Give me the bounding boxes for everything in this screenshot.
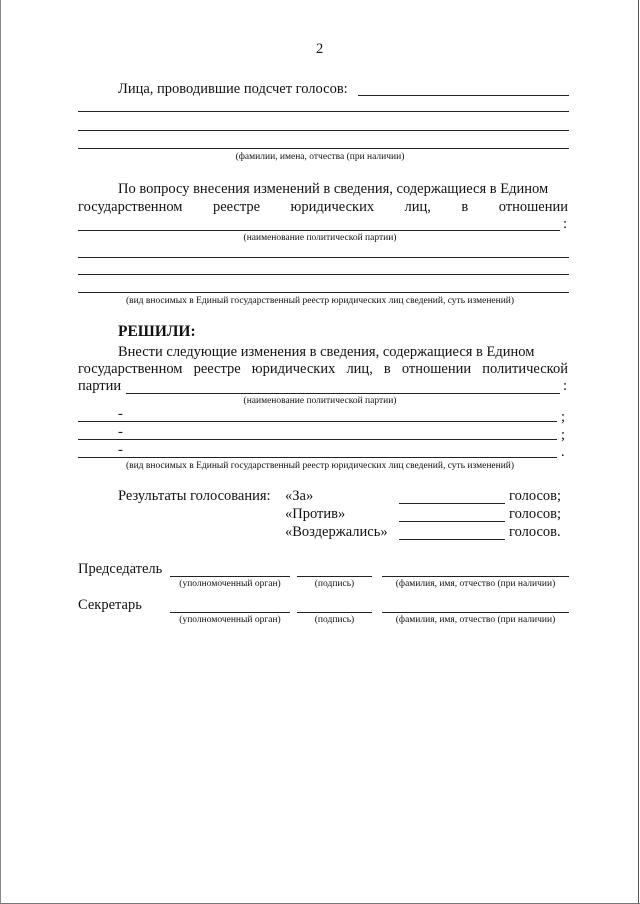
decision-line-3: партии (78, 378, 122, 394)
voting-count-line (399, 503, 505, 504)
decision-line-2: государственном реестре юридических лиц, в отношении политической (78, 361, 568, 377)
signature-sign-line (297, 612, 372, 613)
signature-name-caption: (фамилия, имя, отчество (при наличии) (395, 579, 556, 589)
signature-org-caption: (уполномоченный орган) (179, 615, 281, 625)
question-line-1: По вопросу внесения изменений в сведения, содержащиеся в Едином (118, 181, 549, 197)
signature-sign-line (297, 576, 372, 577)
counters-label: Лица, проводившие подсчет голосов: (118, 81, 348, 97)
decision-party-caption: (наименование политической партии) (243, 396, 397, 406)
decision-item-line (78, 439, 557, 440)
question-info-caption: (вид вносимых в Единый государственный реестр юридических лиц сведений, суть изменений) (125, 296, 515, 306)
signature-org-line (170, 576, 290, 577)
voting-label: Результаты голосования: (118, 488, 271, 504)
scan-edge-right (638, 0, 639, 904)
decision-item-line (78, 421, 557, 422)
voting-unit: голосов. (509, 524, 561, 540)
counters-line-3 (78, 130, 569, 131)
voting-unit: голосов; (509, 488, 562, 504)
decision-item-end: . (561, 444, 565, 460)
question-word: реестре (212, 199, 261, 215)
question-info-line-3 (78, 292, 569, 293)
counters-line-1 (358, 95, 569, 96)
question-word: государственном (78, 199, 183, 215)
question-word: отношении (498, 199, 568, 215)
question-info-line-2 (78, 274, 569, 275)
signature-role-chairman: Председатель (78, 561, 163, 577)
question-word: юридических (290, 199, 375, 215)
decision-colon: : (563, 378, 568, 394)
counters-caption: (фамилии, имена, отчества (при наличии) (235, 152, 405, 162)
decision-party-line (126, 393, 560, 394)
decision-line-1: Внести следующие изменения в сведения, содержащиеся в Едином (118, 344, 535, 360)
question-party-line (78, 230, 560, 231)
question-word: в (461, 199, 469, 215)
signature-org-caption: (уполномоченный орган) (179, 579, 281, 589)
decision-heading: РЕШИЛИ: (118, 323, 196, 340)
question-line-2 (78, 199, 568, 215)
signature-name-line (382, 576, 569, 577)
voting-unit: голосов; (509, 506, 562, 522)
signature-sign-caption: (подпись) (314, 615, 355, 625)
voting-count-line (399, 521, 505, 522)
signature-role-secretary: Секретарь (78, 597, 142, 613)
voting-option: «Против» (285, 506, 346, 522)
question-info-line-1 (78, 257, 569, 258)
signature-org-line (170, 612, 290, 613)
decision-item-dash: - (118, 424, 123, 440)
counters-line-2 (78, 111, 569, 112)
voting-option: «Воздержались» (285, 524, 388, 540)
decision-item-line (78, 457, 557, 458)
page-number: 2 (316, 41, 324, 57)
voting-option: «За» (285, 488, 314, 504)
scan-edge-left (0, 0, 1, 904)
question-party-caption: (наименование политической партии) (243, 233, 397, 243)
signature-name-line (382, 612, 569, 613)
decision-item-end: ; (561, 409, 566, 425)
decision-info-caption: (вид вносимых в Единый государственный реестр юридических лиц сведений, суть изменений) (125, 461, 515, 471)
voting-count-line (399, 539, 505, 540)
signature-sign-caption: (подпись) (314, 579, 355, 589)
decision-item-dash: - (118, 442, 123, 458)
decision-item-dash: - (118, 406, 123, 422)
signature-name-caption: (фамилия, имя, отчество (при наличии) (395, 615, 556, 625)
question-word: лиц, (404, 199, 431, 215)
question-colon: : (563, 216, 568, 232)
counters-line-4 (78, 148, 569, 149)
decision-item-end: ; (561, 427, 566, 443)
